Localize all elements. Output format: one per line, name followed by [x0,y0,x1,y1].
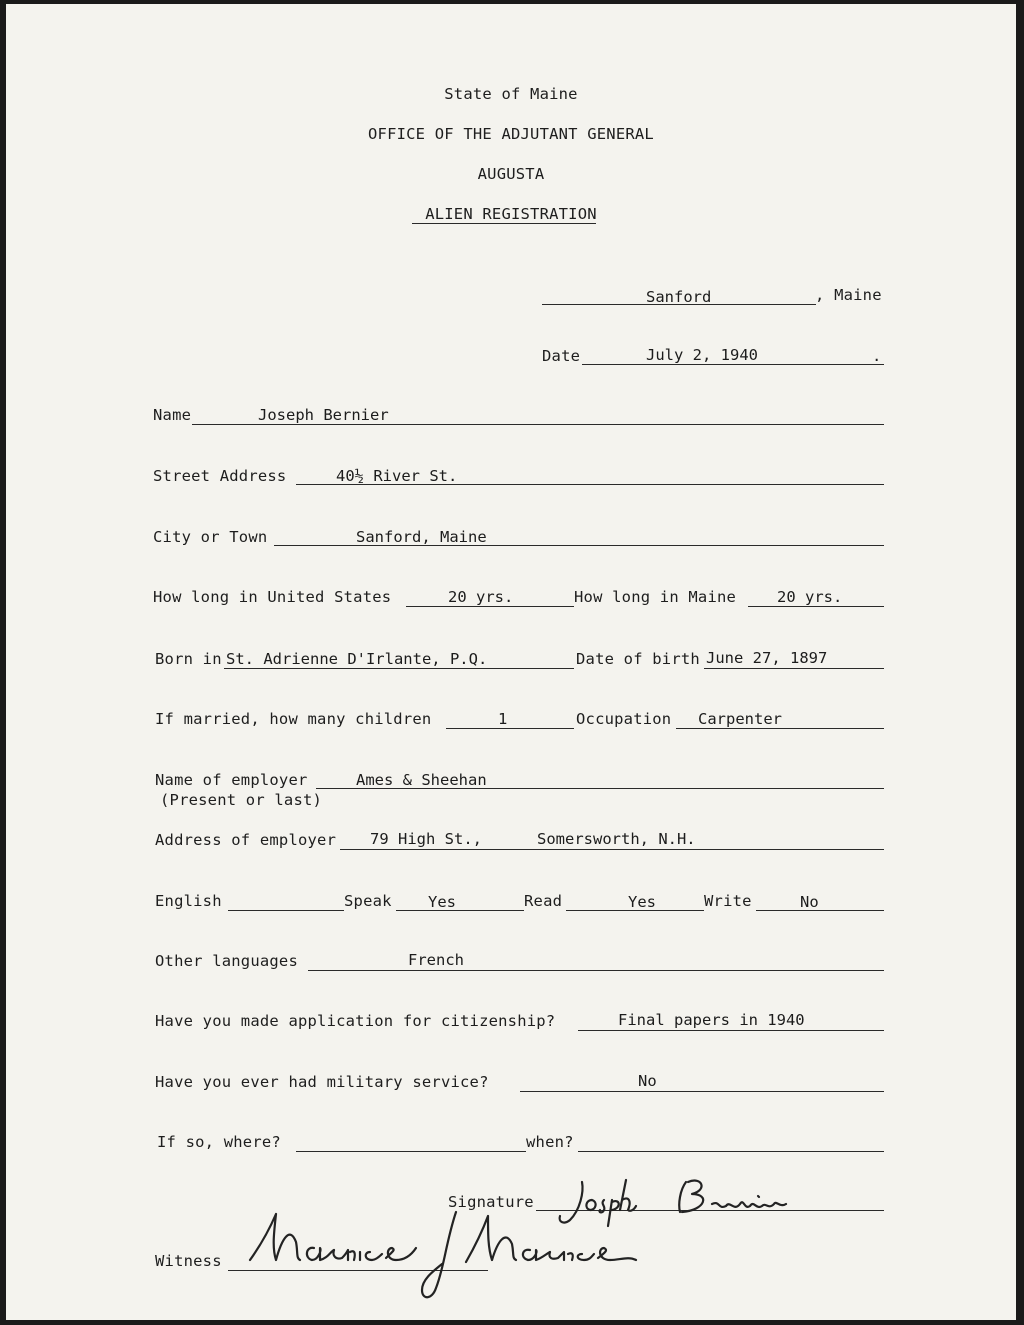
military-label: Have you ever had military service? [155,1073,489,1091]
write-label: Write [704,892,752,910]
military-value: No [638,1072,657,1090]
header-title: ALIEN REGISTRATION [425,205,597,223]
header-state: State of Maine [444,85,578,103]
city-town-label: City or Town [153,528,268,546]
employer-address-label: Address of employer [155,831,337,849]
date-suffix: . [872,347,882,365]
signature-label: Signature [448,1193,534,1211]
form-page [6,4,1016,1320]
read-label: Read [524,892,563,910]
place-state: , Maine [815,286,882,304]
street-label: Street Address [153,467,287,485]
read-value: Yes [628,893,656,911]
speak-line [396,910,524,911]
dob-line [704,668,884,669]
children-line [446,728,574,729]
occupation-line [676,728,884,729]
header-city: AUGUSTA [477,165,545,183]
employer-sublabel: (Present or last) [160,791,323,809]
name-label: Name [153,406,192,424]
where-label: If so, where? [157,1133,281,1151]
born-line [224,668,574,669]
us-time-line [406,606,574,607]
maine-time-value: 20 yrs. [777,588,843,606]
citizenship-label: Have you made application for citizenship? [155,1012,556,1030]
write-value: No [800,893,819,911]
employer-value: Ames & Sheehan [356,771,487,789]
where-line [296,1151,526,1152]
employer-address-line [340,849,884,850]
born-value: St. Adrienne D'Irlante, P.Q. [226,650,488,668]
header-office: OFFICE OF THE ADJUTANT GENERAL [368,125,654,143]
other-languages-line [308,970,884,971]
employer-city-value: Somersworth, N.H. [537,830,696,848]
occupation-label: Occupation [576,710,672,728]
maine-time-line [748,606,884,607]
speak-label: Speak [344,892,392,910]
name-line [192,424,884,425]
name-value: Joseph Bernier [258,406,389,424]
other-languages-value: French [408,951,464,969]
military-line [520,1091,884,1092]
english-label: English [155,892,222,910]
witness-handwriting [236,1202,676,1306]
citizenship-line [578,1030,884,1031]
dob-value: June 27, 1897 [706,649,828,667]
witness-label: Witness [155,1252,222,1270]
english-line [228,910,344,911]
title-underline [412,223,596,224]
occupation-value: Carpenter [698,710,782,728]
children-label: If married, how many children [155,710,432,728]
speak-value: Yes [428,893,456,911]
employer-label: Name of employer [155,771,308,789]
date-label: Date [542,347,581,365]
dob-label: Date of birth [576,650,700,668]
place-city-value: Sanford [646,288,712,306]
us-time-value: 20 yrs. [448,588,514,606]
city-town-value: Sanford, Maine [356,528,487,546]
citizenship-value: Final papers in 1940 [618,1011,805,1029]
when-label: when? [526,1133,574,1151]
employer-street-value: 79 High St., [370,830,482,848]
when-line [578,1151,884,1152]
maine-time-label: How long in Maine [574,588,737,606]
born-label: Born in [155,650,222,668]
other-languages-label: Other languages [155,952,298,970]
write-line [756,910,884,911]
children-value: 1 [498,710,508,728]
street-value: 40½ River St. [336,467,458,485]
date-value: July 2, 1940 [646,346,758,364]
date-line [582,364,884,365]
us-time-label: How long in United States [153,588,392,606]
